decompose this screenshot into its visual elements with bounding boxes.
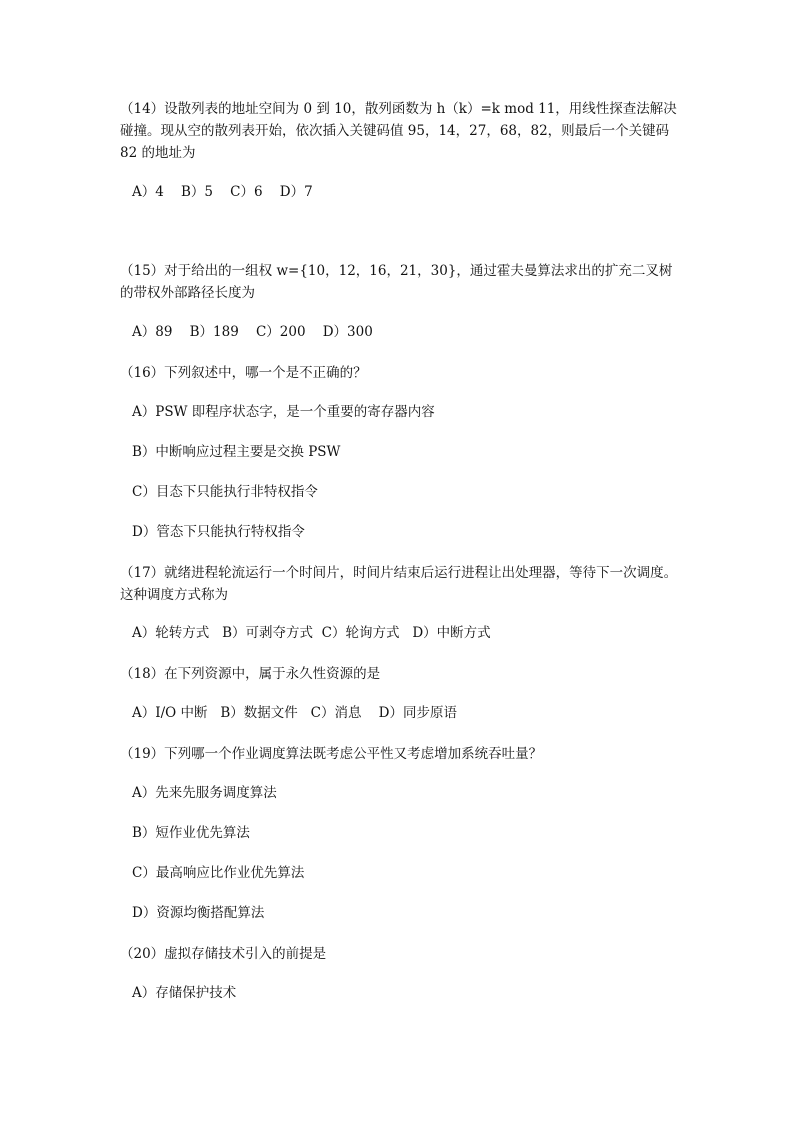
question-19-option-d: D）资源均衡搭配算法 [132,905,265,921]
question-17-options: A）轮转方式 B）可剥夺方式 C）轮询方式 D）中断方式 [132,625,491,641]
question-17-stem: （17）就绪进程轮流运行一个时间片，时间片结束后运行进程让出处理器，等待下一次调度。这种调度方式称为 [120,565,678,603]
question-16-stem: （16）下列叙述中，哪一个是不正确的？ [120,365,367,381]
question-19-option-c: C）最高响应比作业优先算法 [132,865,305,881]
question-16-option-a: A）PSW 即程序状态字，是一个重要的寄存器内容 [132,404,435,420]
question-19-option-a: A）先来先服务调度算法 [132,785,277,801]
question-15-stem: （15）对于给出的一组权 w={10，12，16，21，30}，通过霍夫曼算法求出的扩充二叉树的带权外部路径长度为 [120,263,673,301]
question-20-option-a: A）存储保护技术 [132,985,237,1001]
question-18-stem: （18）在下列资源中，属于永久性资源的是 [120,666,381,682]
question-16-option-d: D）管态下只能执行特权指令 [132,524,305,540]
question-18-options: A）I/O 中断 B）数据文件 C）消息 D）同步原语 [132,705,457,721]
question-14-options: A）4 B）5 C）6 D）7 [132,184,313,200]
question-19-stem: （19）下列哪一个作业调度算法既考虑公平性又考虑增加系统吞吐量？ [120,746,543,762]
question-14-stem: （14）设散列表的地址空间为 0 到 10，散列函数为 h（k）=k mod 11，用线性探查法解决碰撞。现从空的散列表开始，依次插入关键码值 95，14，27，68，82，则最后一个关键码 82 的地址为 [120,101,677,161]
question-20-stem: （20）虚拟存储技术引入的前提是 [120,946,327,962]
question-16-option-b: B）中断响应过程主要是交换 PSW [132,444,341,460]
question-19-option-b: B）短作业优先算法 [132,825,250,841]
question-16-option-c: C）目态下只能执行非特权指令 [132,484,318,500]
question-15-options: A）89 B）189 C）200 D）300 [132,324,373,340]
